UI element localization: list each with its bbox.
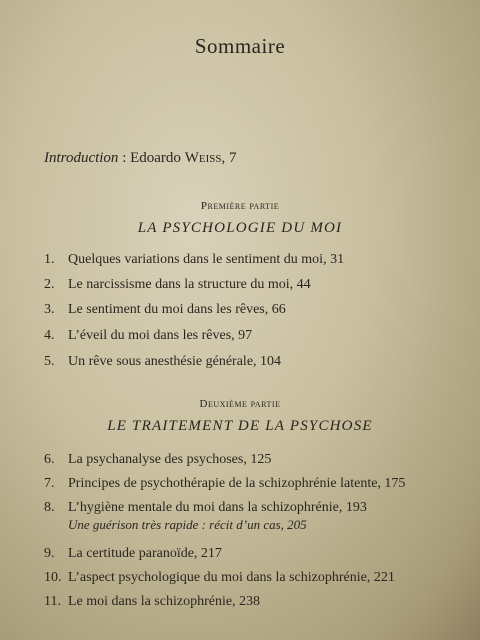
chapter-number: 6. — [44, 452, 55, 467]
chapter-4 — [44, 328, 252, 344]
introduction-page: 7 — [228, 150, 237, 166]
page-title: Sommaire — [194, 34, 286, 58]
chapter-7 — [44, 476, 405, 492]
chapter-number: 3. — [44, 302, 55, 317]
chapter-title: L’hygiène mentale du moi dans la schizophrénie, 193 — [68, 500, 367, 515]
chapter-9 — [44, 546, 222, 562]
part-1-title: LA PSYCHOLOGIE DU MOI — [137, 220, 343, 236]
chapter-number: 5. — [44, 354, 55, 369]
chapter-title: La psychanalyse des psychoses, 125 — [68, 452, 272, 467]
chapter-number: 7. — [44, 476, 55, 491]
chapter-2 — [44, 277, 311, 293]
introduction-author-first: Edoardo — [130, 150, 181, 166]
chapter-number: 1. — [44, 252, 55, 267]
chapter-title: Le moi dans la schizophrénie, 238 — [68, 594, 261, 609]
chapter-11 — [44, 594, 260, 610]
chapter-8-subtitle: Une guérison très rapide : récit d’un cas, 205 — [68, 517, 307, 532]
chapter-8 — [44, 500, 367, 516]
chapter-title: Quelques variations dans le sentiment du moi, 31 — [68, 252, 345, 267]
chapter-number: 8. — [44, 500, 55, 515]
chapter-number: 10. — [44, 570, 62, 585]
chapter-title: Un rêve sous anesthésie générale, 104 — [68, 354, 282, 369]
part-1-label: Première partie — [200, 200, 280, 212]
chapter-number: 2. — [44, 277, 55, 292]
chapter-title: L’aspect psychologique du moi dans la schizophrénie, 221 — [68, 570, 395, 585]
chapter-6 — [44, 452, 271, 468]
chapter-title: Le narcissisme dans la structure du moi, 44 — [68, 277, 311, 292]
introduction-author-last: Weiss — [184, 150, 222, 166]
chapter-1 — [44, 252, 344, 268]
chapter-5 — [44, 354, 281, 370]
chapter-title: Principes de psychothérapie de la schizophrénie latente, 175 — [68, 476, 406, 491]
chapter-10 — [44, 570, 395, 586]
chapter-title: La certitude paranoïde, 217 — [68, 546, 222, 561]
part-2-label: Deuxième partie — [199, 398, 281, 410]
introduction-line: Introduction : Edoardo Weiss, 7 — [44, 150, 237, 166]
chapter-number: 4. — [44, 328, 55, 343]
chapter-title: L’éveil du moi dans les rêves, 97 — [68, 328, 253, 343]
part-2-title: LE TRAITEMENT DE LA PSYCHOSE — [107, 418, 373, 434]
introduction-label: Introduction — [44, 150, 119, 166]
chapter-number: 11. — [44, 594, 61, 609]
chapter-title: Le sentiment du moi dans les rêves, 66 — [68, 302, 286, 317]
introduction-separator: : — [118, 150, 131, 166]
chapter-3 — [44, 302, 286, 318]
chapter-number: 9. — [44, 546, 55, 561]
